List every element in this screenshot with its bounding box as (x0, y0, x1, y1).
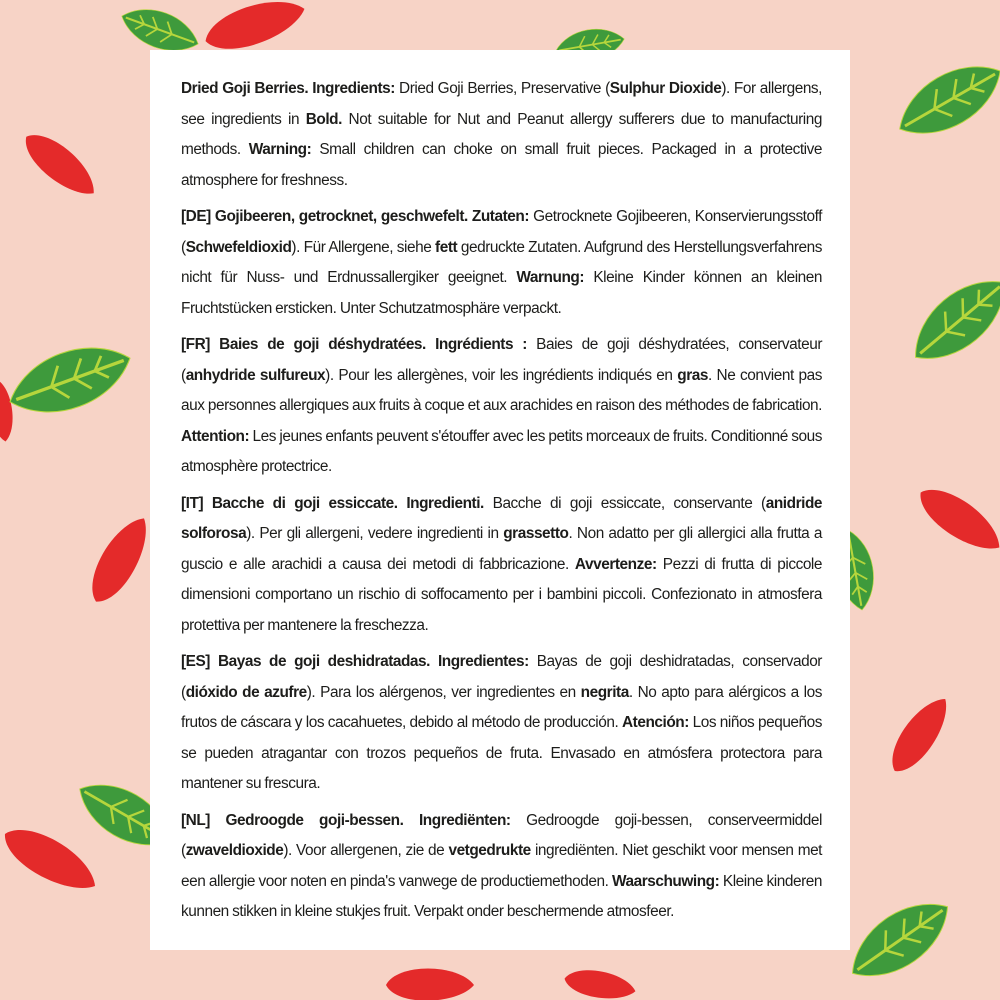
paragraph-fr (181, 330, 822, 483)
bold-run: Attention: (181, 427, 250, 445)
text-run: ). Para los alérgenos, ver ingredientes en (306, 683, 581, 701)
text-run: Small children can choke on small fruit pieces. Packaged in a protective atmosphere for freshness. (181, 141, 822, 189)
text-run: Los niños pequeños se pueden atragantar con trozos pequeños de fruta. Envasado en atmósfera protectora para mantener su frescura. (181, 714, 823, 792)
goji-berry-icon (562, 965, 637, 1000)
text-run: . Non adatto per gli allergici alla frutta a guscio e alle arachidi a causa dei metodi di fabbricazione. (181, 525, 822, 573)
bold-run: Atención: (622, 714, 689, 731)
goji-berry-icon (881, 689, 958, 780)
text-run: gedruckte Zutaten. Aufgrund des Herstellungsverfahrens nicht für Nuss- und Erdnussallergiker geeignet. (181, 238, 822, 286)
text-run: Getrocknete Gojibeeren, Konservierungsstoff ( (181, 208, 822, 256)
text-run: Baies de goji déshydratées, conservateur ( (181, 336, 822, 384)
bold-run: Warning: (248, 141, 312, 158)
bold-run: Bold. (305, 110, 342, 128)
bold-run: [IT] Bacche di goji essiccate. Ingredienti. (181, 494, 484, 512)
bold-run: gras (677, 366, 708, 384)
bold-run: Sulphur Dioxide (609, 80, 722, 97)
bold-run: Warnung: (516, 269, 585, 286)
bold-run: fett (435, 238, 458, 256)
bold-run: [NL] Gedroogde goji-bessen. Ingrediënten: (181, 811, 511, 829)
text-run: ). Pour les allergènes, voir les ingrédients indiqués en (325, 366, 678, 384)
ingredients-panel (150, 50, 850, 950)
text-run: Kleine Kinder können an kleinen Fruchtstücken ersticken. Unter Schutzatmosphäre verpackt. (181, 269, 822, 317)
bold-run: zwaveldioxide (185, 842, 284, 859)
paragraph-nl (181, 806, 822, 928)
goji-berry-icon (80, 509, 158, 610)
bold-run: anhydride sulfureux (185, 366, 326, 384)
bold-run: Dried Goji Berries. Ingredients: (181, 80, 395, 97)
text-run: ). Voor allergenen, zie de (283, 842, 449, 859)
paragraph-de (181, 202, 822, 324)
text-run: Bayas de goji deshidratadas, conservador ( (181, 653, 822, 701)
bold-run: [ES] Bayas de goji deshidratadas. Ingredientes: (181, 653, 529, 670)
text-run: . No apto para alérgicos a los frutos de cáscara y los cacahuetes, debido al método de producción. (181, 683, 822, 731)
text-run: ). Per gli allergeni, vedere ingredienti in (246, 525, 504, 542)
text-run: ingrediënten. Niet geschikt voor mensen met een allergie voor noten en pinda's vanwege de productiemethoden. (181, 842, 823, 890)
text-run: ). For allergens, see ingredients in (181, 80, 823, 128)
text-run: . Ne convient pas aux personnes allergiques aux fruits à coque et aux arachides en raison des méthodes de fabrication. (181, 366, 822, 414)
paragraph-en (181, 74, 822, 196)
text-run: Kleine kinderen kunnen stikken in kleine stukjes fruit. Verpakt onder beschermende atmosfeer. (181, 872, 822, 920)
bold-run: dióxido de azufre (185, 683, 307, 701)
leaf-icon (0, 332, 139, 428)
text-run: ). Für Allergene, siehe (291, 238, 436, 256)
goji-berry-icon (0, 376, 17, 443)
goji-berry-icon (16, 124, 104, 205)
paragraph-it (181, 489, 822, 642)
text-run: Pezzi di frutta di piccole dimensioni comportano un rischio di soffocamento per i bambini piccoli. Confezionato in atmosfera protettiva per mantenere la freschezza. (181, 555, 823, 634)
bold-run: grassetto (503, 525, 569, 542)
text-run: Les jeunes enfants peuvent s'étouffer avec les petits morceaux de fruits. Conditionné sous atmosphère protectrice. (181, 427, 822, 475)
text-run: Gedroogde goji-bessen, conserveermiddel ( (181, 811, 822, 859)
bold-run: vetgedrukte (448, 842, 531, 859)
bold-run: [DE] Gojibeeren, getrocknet, geschwefelt. Zutaten: (181, 208, 530, 225)
text-run: Not suitable for Nut and Peanut allergy sufferers due to manufacturing methods. (181, 110, 822, 158)
text-run: Dried Goji Berries, Preservative ( (394, 80, 610, 97)
leaf-icon (887, 49, 1000, 151)
bold-run: [FR] Baies de goji déshydratées. Ingrédients : (181, 336, 527, 353)
goji-berry-icon (386, 969, 474, 1000)
bold-run: Schwefeldioxid (185, 238, 292, 256)
goji-berry-icon (911, 478, 1000, 562)
bold-run: anidride solforosa (181, 494, 822, 542)
leaf-icon (899, 263, 1000, 377)
text-run: Bacche di goji essiccate, conservante ( (483, 494, 766, 512)
bold-run: negrita (580, 683, 629, 701)
bold-run: Avvertenze: (574, 555, 657, 573)
leaf-icon (838, 886, 962, 994)
paragraph-es (181, 647, 822, 800)
goji-berry-icon (0, 817, 105, 902)
bold-run: Waarschuwing: (611, 872, 720, 890)
